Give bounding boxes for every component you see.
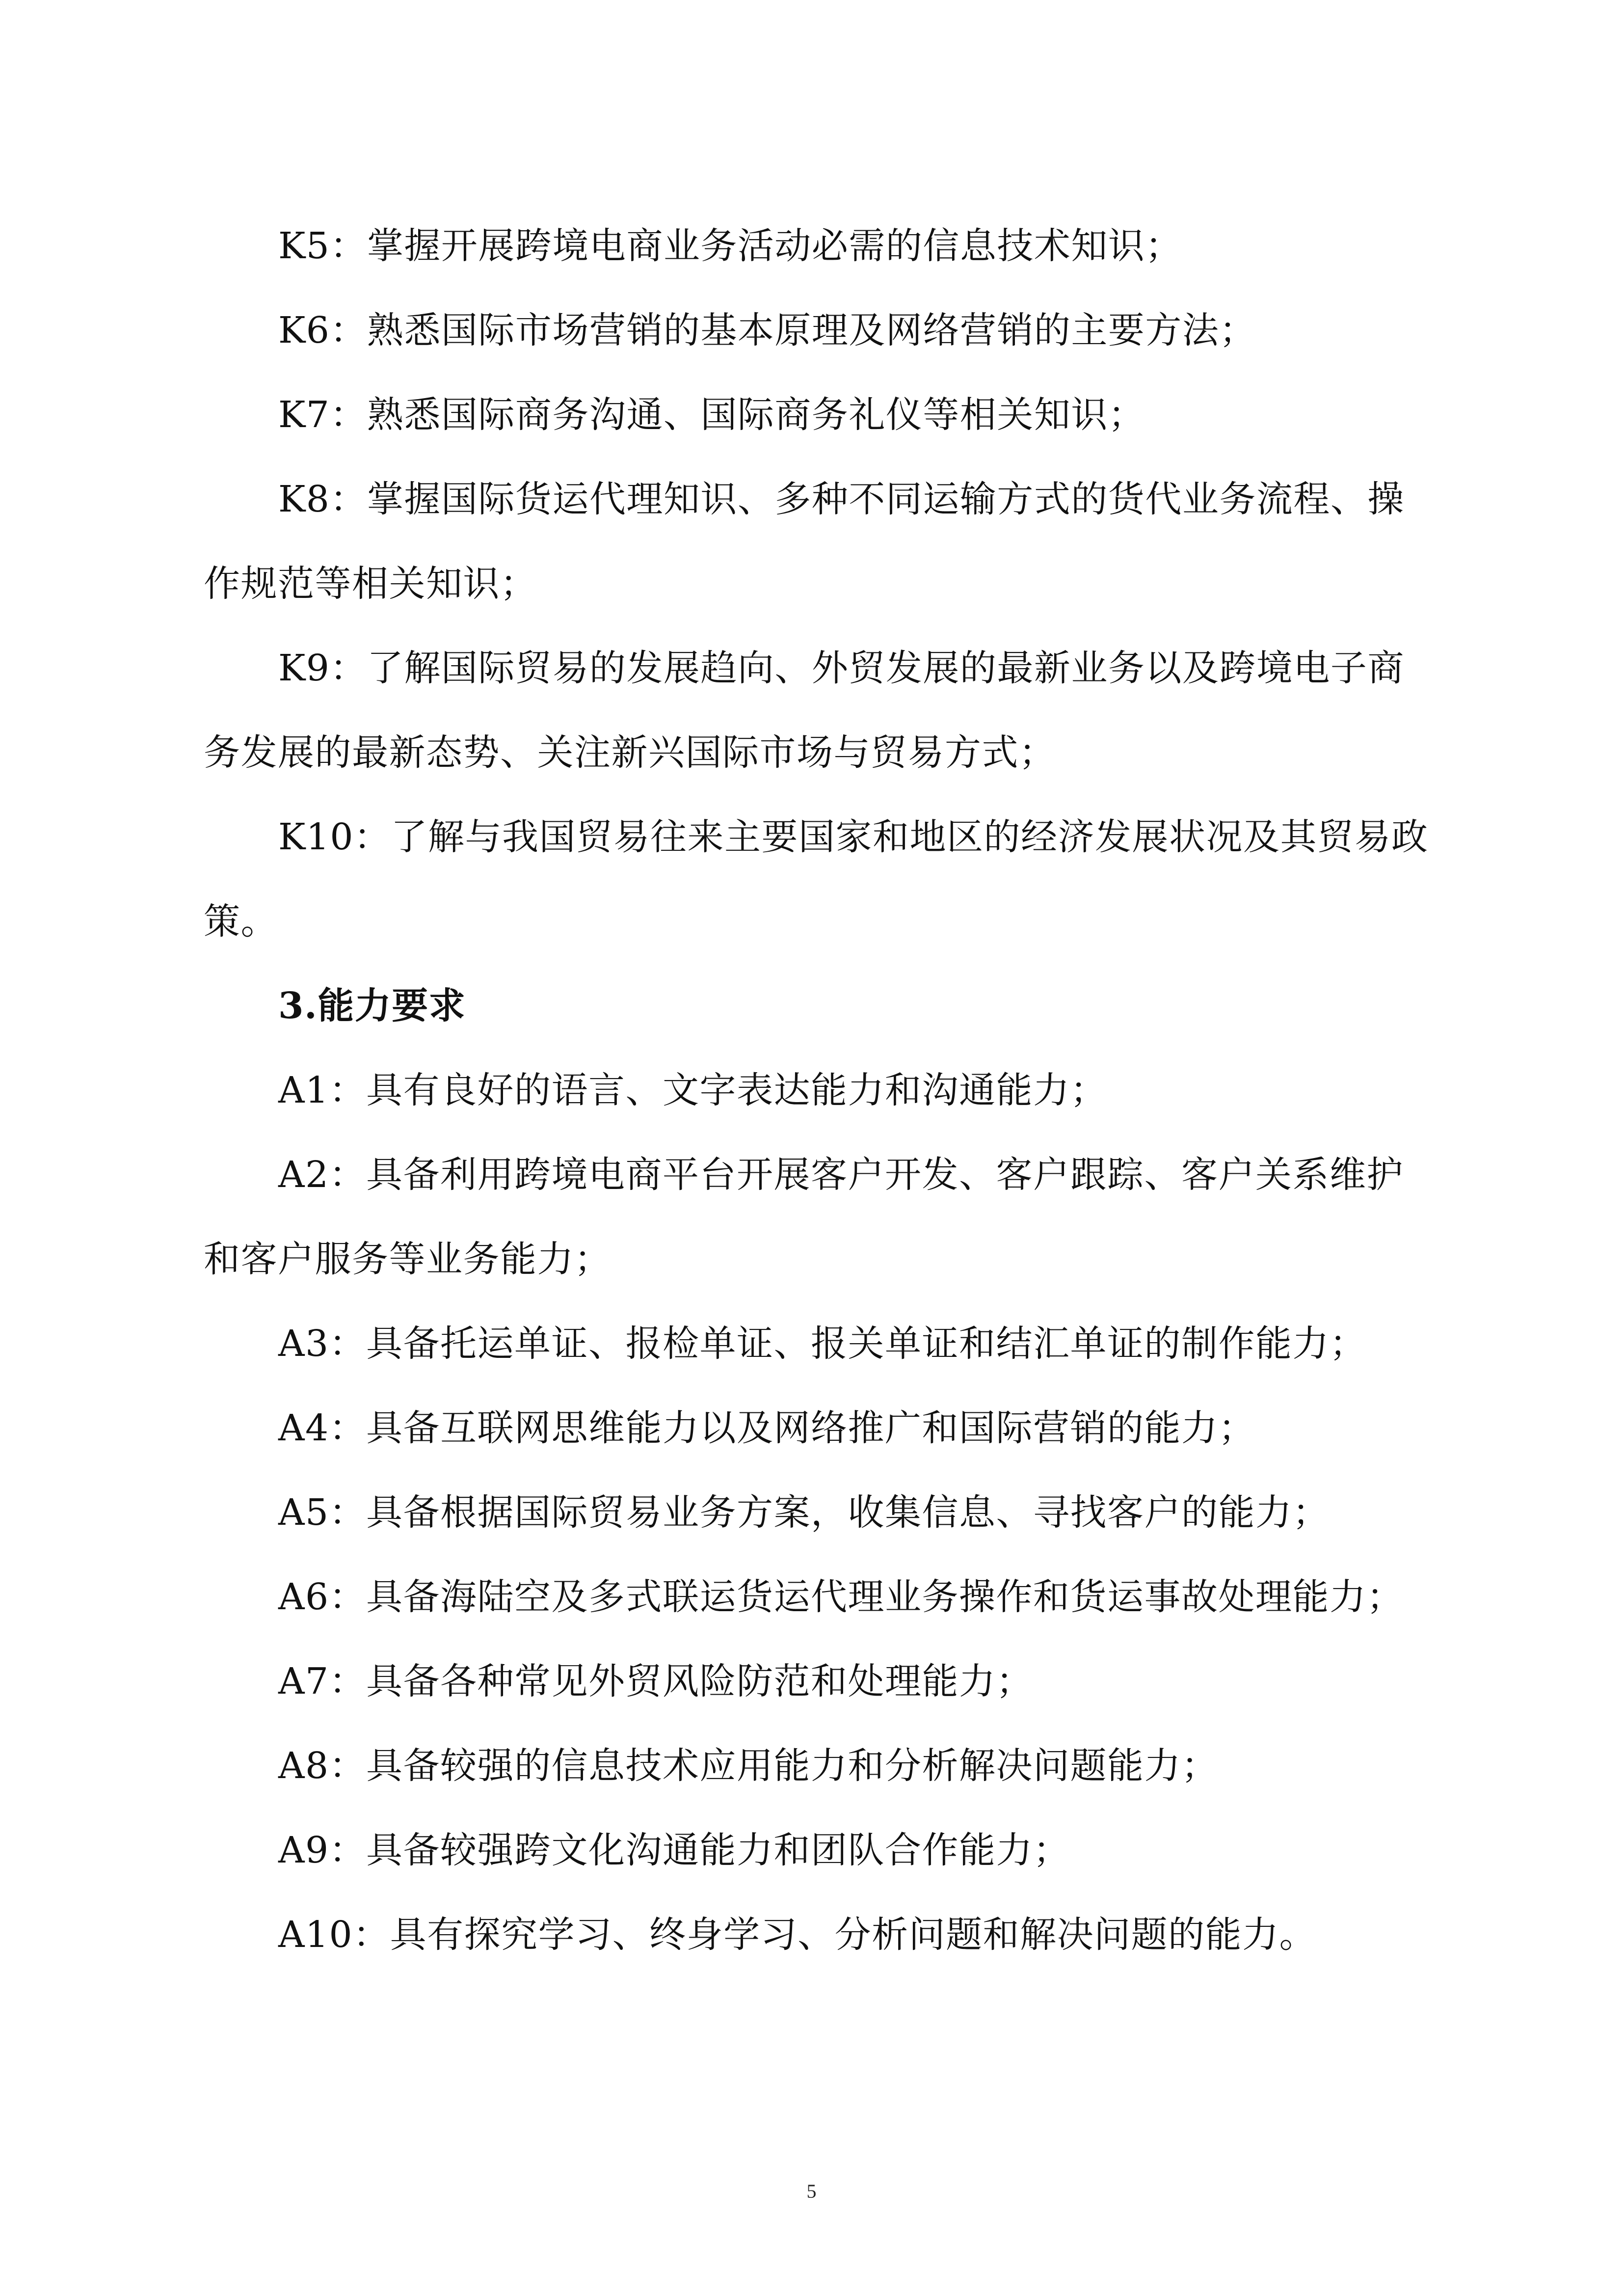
ability-item-a10: A10：具有探究学习、终身学习、分析问题和解决问题的能力。 [278, 1914, 1317, 1956]
knowledge-item-k9: K9：了解国际贸易的发展趋向、外贸发展的最新业务以及跨境电子商务发展的最新态势、关注新兴国际市场与贸易方式； [204, 647, 1405, 774]
ability-item-a3: A3：具备托运单证、报检单证、报关单证和结汇单证的制作能力； [278, 1323, 1367, 1365]
ability-item-a5: A5：具备根据国际贸易业务方案，收集信息、寻找客户的能力； [278, 1491, 1330, 1534]
ability-item-a2: A2：具备利用跨境电商平台开展客户开发、客户跟踪、客户关系维护和客户服务等业务能力； [204, 1154, 1404, 1280]
ability-item-a7: A7：具备各种常见外贸风险防范和处理能力； [278, 1660, 1034, 1702]
knowledge-item-k10: K10：了解与我国贸易往来主要国家和地区的经济发展状况及其贸易政策。 [204, 816, 1429, 943]
ability-item-a1: A1：具有良好的语言、文字表达能力和沟通能力； [278, 1069, 1108, 1111]
document-body [204, 204, 1440, 1977]
page-number: 5 [806, 2180, 817, 2202]
knowledge-item-k8: K8：掌握国际货运代理知识、多种不同运输方式的货代业务流程、操作规范等相关知识； [204, 478, 1405, 605]
ability-item-a9: A9：具备较强跨文化沟通能力和团队合作能力； [278, 1829, 1070, 1871]
ability-item-a6: A6：具备海陆空及多式联运货运代理业务操作和货运事故处理能力； [278, 1576, 1404, 1618]
knowledge-item-k7: K7：熟悉国际商务沟通、国际商务礼仪等相关知识； [278, 394, 1145, 436]
knowledge-item-k5: K5：掌握开展跨境电商业务活动必需的信息技术知识； [278, 225, 1182, 267]
knowledge-item-k6: K6：熟悉国际市场营销的基本原理及网络营销的主要方法； [278, 309, 1256, 351]
section-heading: 3.能力要求 [278, 985, 466, 1027]
ability-item-a8: A8：具备较强的信息技术应用能力和分析解决问题能力； [278, 1745, 1219, 1787]
ability-item-a4: A4：具备互联网思维能力以及网络推广和国际营销的能力； [278, 1407, 1256, 1449]
